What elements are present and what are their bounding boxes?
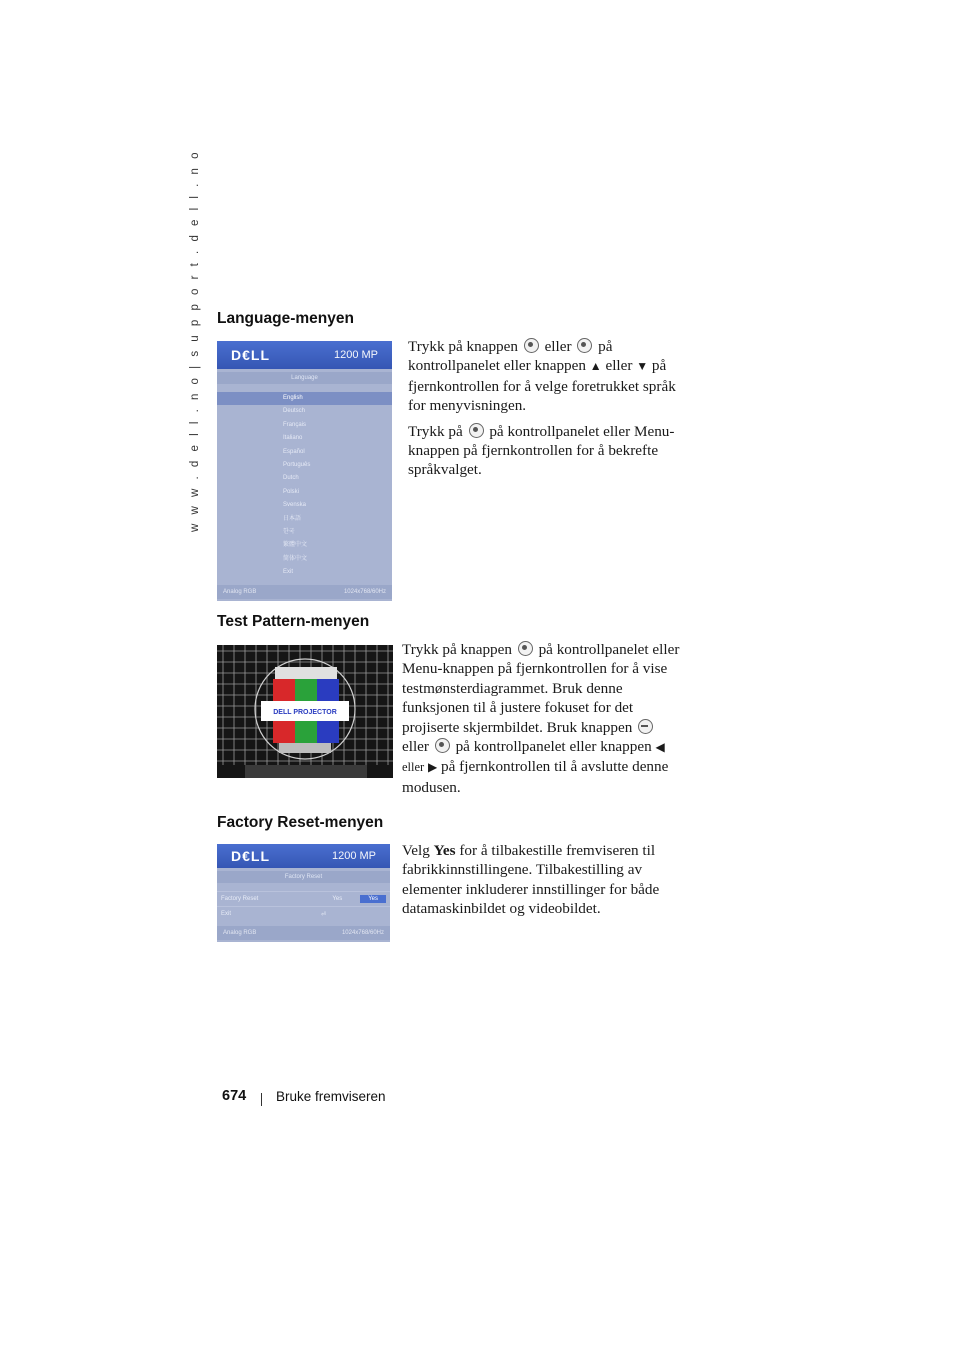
language-text <box>408 337 676 486</box>
test-pattern-heading: Test Pattern-menyen <box>217 613 370 630</box>
language-option: Dutch <box>283 475 299 482</box>
dell-header <box>217 844 390 868</box>
language-option: 日本語 <box>283 515 302 522</box>
language-option: English <box>217 392 392 405</box>
text-run: på kontrollpanelet eller Menu-knappen på fjernkontrollen for å vise testmønsterdiagrammet. Bruk denne funksjonen til å justere fokuset for det projiserte skjermbildet. Bruk knappen <box>402 641 680 736</box>
chapter-title: Bruke fremviseren <box>276 1089 386 1104</box>
text-run: eller <box>402 738 429 756</box>
language-heading: Language-menyen <box>217 310 354 327</box>
language-option: Deutsch <box>283 408 306 415</box>
side-url: w w w . d e l l . n o | s u p p o r t . d e l l . n o <box>189 149 201 532</box>
language-option: Português <box>283 461 311 468</box>
factory-reset-screenshot <box>217 844 390 942</box>
language-status-bar <box>217 585 392 599</box>
language-option: 简体中文 <box>283 555 308 562</box>
language-option: Español <box>283 448 305 455</box>
language-option: Français <box>283 421 307 428</box>
language-option: Svenska <box>283 502 307 509</box>
status-right: 1024x768/60Hz <box>343 589 386 595</box>
text-run: på fjernkontrollen for å velge foretrukket språk for menyvisningen. <box>408 357 676 415</box>
text-run: for å tilbakestille fremviseren til fabrikkinnstillingene. Tilbakestilling av elementer inkluderer innstillinger for både datamaskinbildet og videobildet. <box>402 842 660 918</box>
down-button-icon <box>577 338 592 353</box>
text-run: Trykk på <box>408 422 463 440</box>
language-option: 한국 <box>283 528 295 535</box>
minus-button-icon <box>638 719 653 734</box>
test-pattern-screenshot <box>217 645 393 778</box>
test-pattern-image <box>217 645 393 778</box>
menu-button-icon <box>469 423 484 438</box>
dell-model: 1200 MP <box>333 349 378 361</box>
text-run: på kontrollpanelet eller knappen <box>408 338 613 375</box>
page-number: 674 <box>222 1088 247 1104</box>
language-option: Italiano <box>283 435 303 442</box>
exit-row <box>217 906 390 921</box>
status-right: 1024x768/60Hz <box>341 930 384 936</box>
language-menu-title: Language <box>217 372 392 384</box>
text-run: Trykk på knappen <box>402 641 512 658</box>
factory-reset-menu-title: Factory Reset <box>217 871 390 883</box>
footer-divider <box>261 1093 262 1106</box>
down-arrow-icon: ▼ <box>636 359 649 374</box>
language-option: 繁體中文 <box>283 542 308 549</box>
factory-reset-row <box>217 891 390 906</box>
factory-reset-text <box>402 841 682 925</box>
dell-logo: D€LL <box>231 848 270 864</box>
factory-reset-label: Factory Reset <box>221 896 259 902</box>
plus-button-icon <box>435 738 450 753</box>
up-button-icon <box>524 338 539 353</box>
exit-icon: ⏎ <box>320 911 326 918</box>
left-arrow-icon: ◀ <box>655 740 665 755</box>
test-pattern-text <box>402 640 682 803</box>
factory-reset-status-bar <box>217 926 390 940</box>
up-arrow-icon: ▲ <box>589 359 602 374</box>
text-run: på kontrollpanelet eller Menu-knappen på fjernkontrollen for å bekrefte språkvalget. <box>408 422 675 479</box>
exit-label: Exit <box>221 911 232 917</box>
status-left: Analog RGB <box>223 930 257 936</box>
language-list <box>217 392 392 582</box>
menu-button-icon <box>518 641 533 656</box>
language-option: Polski <box>283 488 300 495</box>
text-run: eller <box>544 338 572 355</box>
factory-reset-option-selected: Yes <box>360 895 386 903</box>
yes-keyword: Yes <box>433 842 456 859</box>
text-run: på fjernkontrollen til å avslutte denne modusen. <box>402 758 669 796</box>
dell-model: 1200 MP <box>331 850 376 862</box>
language-menu-screenshot <box>217 341 392 601</box>
factory-reset-heading: Factory Reset-menyen <box>217 814 384 831</box>
text-run: Velg <box>402 842 430 859</box>
text-run: eller <box>402 760 425 775</box>
language-option: Exit <box>283 569 294 576</box>
dell-logo: D€LL <box>231 347 270 363</box>
dell-header <box>217 341 392 369</box>
factory-reset-option-yes: Yes <box>332 896 343 902</box>
right-arrow-icon: ▶ <box>428 760 438 775</box>
pattern-label: DELL PROJECTOR <box>273 709 337 716</box>
text-run: eller <box>605 357 633 375</box>
text-run: Trykk på knappen <box>408 338 518 355</box>
text-run: på kontrollpanelet eller knappen <box>455 738 652 756</box>
status-left: Analog RGB <box>223 589 257 595</box>
